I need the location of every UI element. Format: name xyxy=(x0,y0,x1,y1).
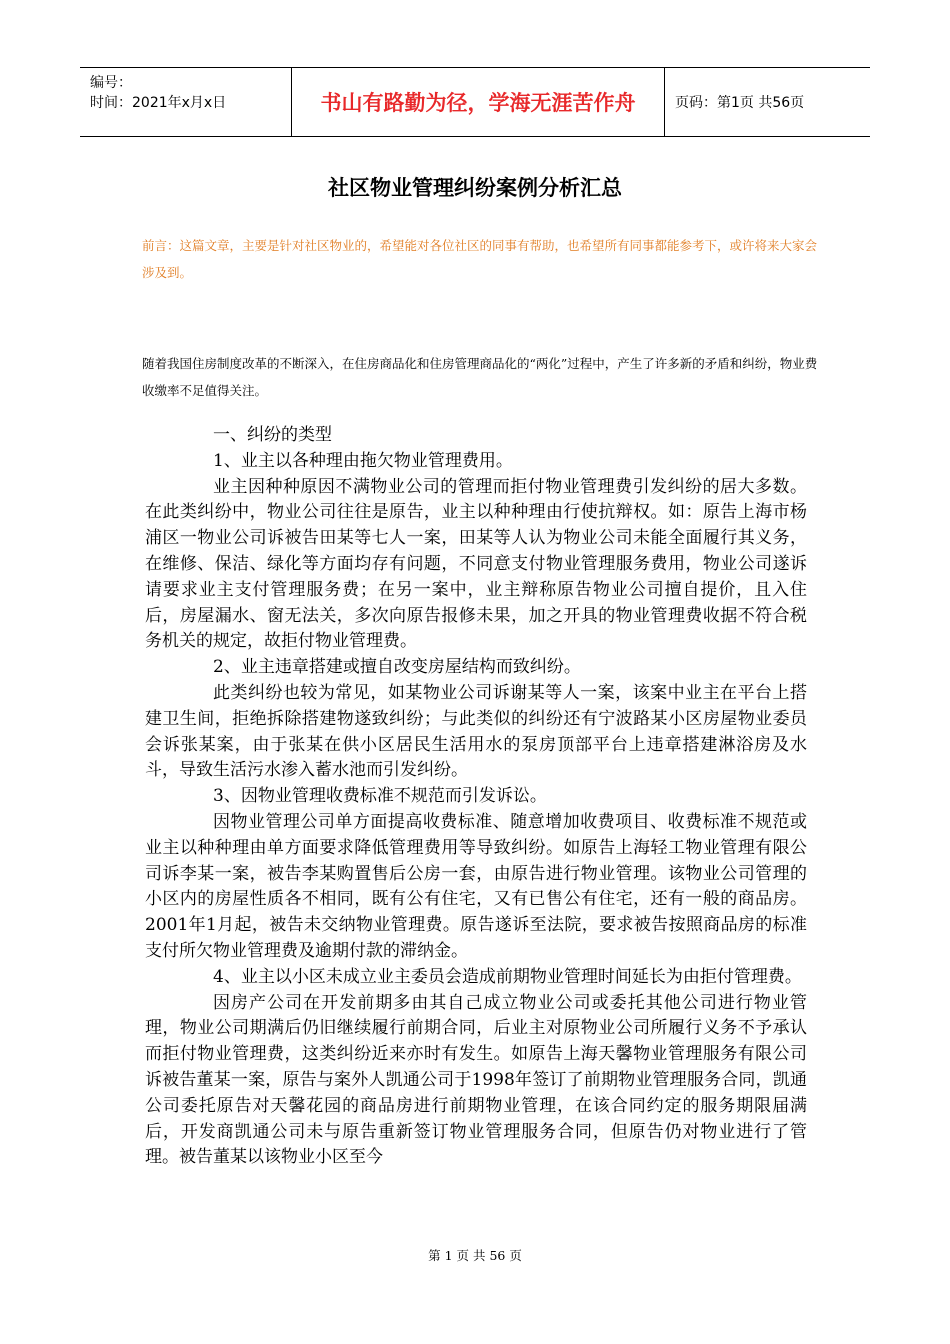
header-meta-cell xyxy=(80,68,292,137)
item-heading-4: 4、业主以小区未成立业主委员会造成前期物业管理时间延长为由拒付管理费。 xyxy=(213,966,802,987)
item-heading-2: 2、业主违章搭建或擅自改变房屋结构而致纠纷。 xyxy=(213,657,581,678)
serial-label: 编号： xyxy=(90,75,132,91)
paragraph: 因房产公司在开发前期多由其自己成立物业公司或委托其他公司进行物业管理，物业公司期满后仍旧继续履行前期合同，后业主对原物业公司所履行义务不予承认而拒付物业管理费，这类纠纷近来亦时有发生。如原告上海天馨物业管理服务有限公司诉被告董某一案，原告与案外人凯通公司于1998年签订了前期物业管理服务合同，凯通公司委托原告对天馨花园的商品房进行前期物业管理，在该合同约定的服务期限届满后，开发商凯通公司未与原告重新签订物业管理服务合同，但原告仍对物业进行了管理。被告董某以该物业小区至今 xyxy=(145,992,807,1168)
preface-text: 前言：这篇文章，主要是针对社区物业的，希望能对各位社区的同事有帮助，也希望所有同事都能参考下，或许将来大家会涉及到。 xyxy=(142,238,818,280)
document-title: 社区物业管理纠纷案例分析汇总 xyxy=(328,176,622,200)
header-motto-cell xyxy=(292,68,665,137)
time-label: 时间：2021年x月x日 xyxy=(90,95,227,111)
motto-text: 书山有路勤为径，学海无涯苦作舟 xyxy=(320,91,636,115)
item-heading-1: 1、业主以各种理由拖欠物业管理费用。 xyxy=(213,450,513,471)
item-heading-3: 3、因物业管理收费标准不规范而引发诉讼。 xyxy=(213,786,547,807)
paragraph: 此类纠纷也较为常见，如某物业公司诉谢某等人一案，该案中业主在平台上搭建卫生间，拒绝拆除搭建物遂致纠纷；与此类似的纠纷还有宁波路某小区房屋物业委员会诉张某案，由于张某在供小区居民生活用水的泵房顶部平台上违章搭建淋浴房及水斗，导致生活污水渗入蓄水池而引发纠纷。 xyxy=(145,682,807,781)
page-footer: 第 1 页 共 56 页 xyxy=(428,1248,522,1263)
header-page-cell xyxy=(665,68,871,137)
paragraph: 因物业管理公司单方面提高收费标准、随意增加收费项目、收费标准不规范或业主以种种理由单方面要求降低管理费用等导致纠纷。如原告上海轻工物业管理有限公司诉李某一案，被告李某购置售后公房一套，由原告进行物业管理。该物业公司管理的小区内的房屋性质各不相同，既有公有住宅，又有已售公有住宅，还有一般的商品房。2001年1月起，被告未交纳物业管理费。原告遂诉至法院，要求被告按照商品房的标准支付所欠物业管理费及逾期付款的滞纳金。 xyxy=(145,811,807,961)
page-label: 页码：第1页 共56页 xyxy=(675,95,805,111)
section-heading: 一、纠纷的类型 xyxy=(213,425,332,445)
body-text xyxy=(145,423,807,1171)
paragraph: 业主因种种原因不满物业公司的管理而拒付物业管理费引发纠纷的居大多数。在此类纠纷中，物业公司往往是原告，业主以种种理由行使抗辩权。如：原告上海市杨浦区一物业公司诉被告田某等七人一案，田某等人认为物业公司未能全面履行其义务，在维修、保洁、绿化等方面均存有问题，不同意支付物业管理服务费用，物业公司遂诉请要求业主支付管理服务费；在另一案中，业主辩称原告物业公司擅自提价，且入住后，房屋漏水、窗无法关，多次向原告报修未果，加之开具的物业管理费收据不符合税务机关的规定，故拒付物业管理费。 xyxy=(145,476,807,652)
header-table xyxy=(80,67,870,137)
intro-text: 随着我国住房制度改革的不断深入，在住房商品化和住房管理商品化的“两化”过程中，产生了许多新的矛盾和纠纷，物业费收缴率不足值得关注。 xyxy=(142,356,818,398)
